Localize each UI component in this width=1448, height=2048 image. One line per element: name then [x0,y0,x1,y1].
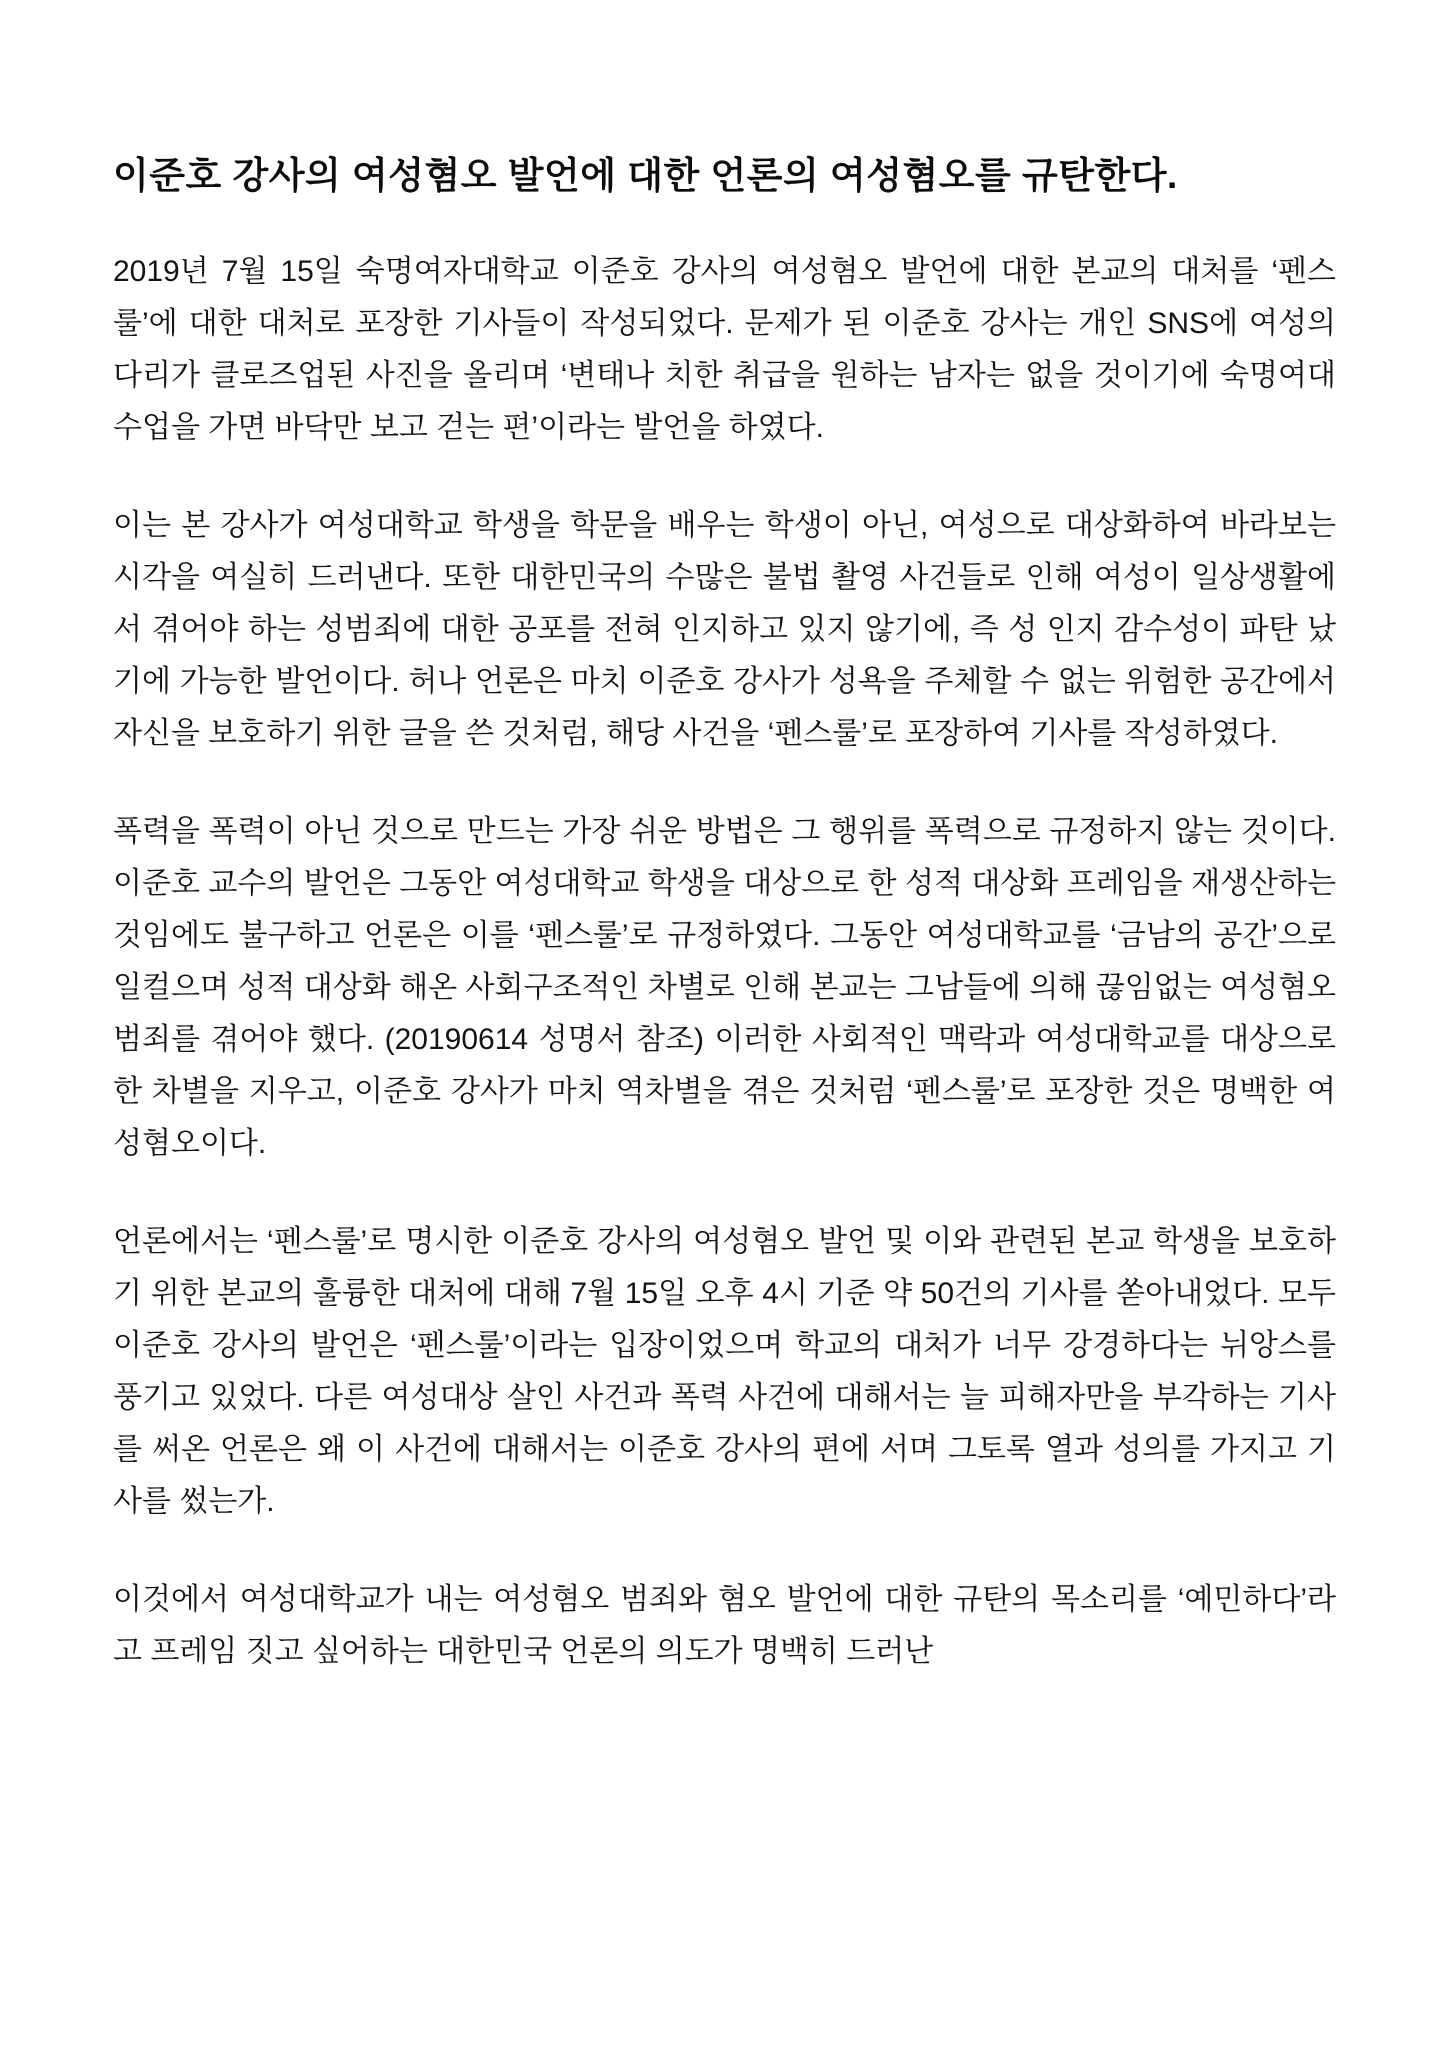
body-paragraph: 폭력을 폭력이 아닌 것으로 만드는 가장 쉬운 방법은 그 행위를 폭력으로 규정하지 않는 것이다. 이준호 교수의 발언은 그동안 여성대학교 학생을 대상으로 한 성적 대상화 프레임을 재생산하는 것임에도 불구하고 언론은 이를 ‘펜스룰’로 규정하였다. 그동안 여성대학교를 ‘금남의 공간’으로 일컬으며 성적 대상화 해온 사회구조적인 차별로 인해 본교는 그남들에 의해 끊임없는 여성혐오 범죄를 겪어야 했다. (20190614 성명서 참조) 이러한 사회적인 맥락과 여성대학교를 대상으로 한 차별을 지우고, 이준호 강사가 마치 역차별을 겪은 것처럼 ‘펜스룰’로 포장한 것은 명백한 여성혐오이다. [113,815,1336,1160]
document-title: 이준호 강사의 여성혐오 발언에 대한 언론의 여성혐오를 규탄한다. [113,155,1178,196]
body-paragraph: 이는 본 강사가 여성대학교 학생을 학문을 배우는 학생이 아닌, 여성으로 대상화하여 바라보는 시각을 여실히 드러낸다. 또한 대한민국의 수많은 불법 촬영 사건들로 인해 여성이 일상생활에서 겪어야 하는 성범죄에 대한 공포를 전혀 인지하고 있지 않기에, 즉 성 인지 감수성이 파탄 났기에 가능한 발언이다. 허나 언론은 마치 이준호 강사가 성욕을 주체할 수 없는 위험한 공간에서 자신을 보호하기 위한 글을 쓴 것처럼, 해당 사건을 ‘펜스룰’로 포장하여 기사를 작성하였다. [113,509,1336,750]
body-paragraph: 2019년 7월 15일 숙명여자대학교 이준호 강사의 여성혐오 발언에 대한 본교의 대처를 ‘펜스룰’에 대한 대처로 포장한 기사들이 작성되었다. 문제가 된 이준호 강사는 개인 SNS에 여성의 다리가 클로즈업된 사진을 올리며 ‘변태나 치한 취급을 원하는 남자는 없을 것이기에 숙명여대 수업을 가면 바닥만 보고 걷는 편’이라는 발언을 하였다. [113,255,1336,444]
body-paragraph: 이것에서 여성대학교가 내는 여성혐오 범죄와 혐오 발언에 대한 규탄의 목소리를 ‘예민하다’라고 프레임 짓고 싶어하는 대한민국 언론의 의도가 명백히 드러난 [113,1583,1336,1668]
body-paragraph: 언론에서는 ‘펜스룰’로 명시한 이준호 강사의 여성혐오 발언 및 이와 관련된 본교 학생을 보호하기 위한 본교의 훌륭한 대처에 대해 7월 15일 오후 4시 기준 약 50건의 기사를 쏟아내었다. 모두 이준호 강사의 발언은 ‘펜스룰’이라는 입장이었으며 학교의 대처가 너무 강경하다는 뉘앙스를 풍기고 있었다. 다른 여성대상 살인 사건과 폭력 사건에 대해서는 늘 피해자만을 부각하는 기사를 써온 언론은 왜 이 사건에 대해서는 이준호 강사의 편에 서며 그토록 열과 성의를 가지고 기사를 썼는가. [113,1225,1336,1518]
